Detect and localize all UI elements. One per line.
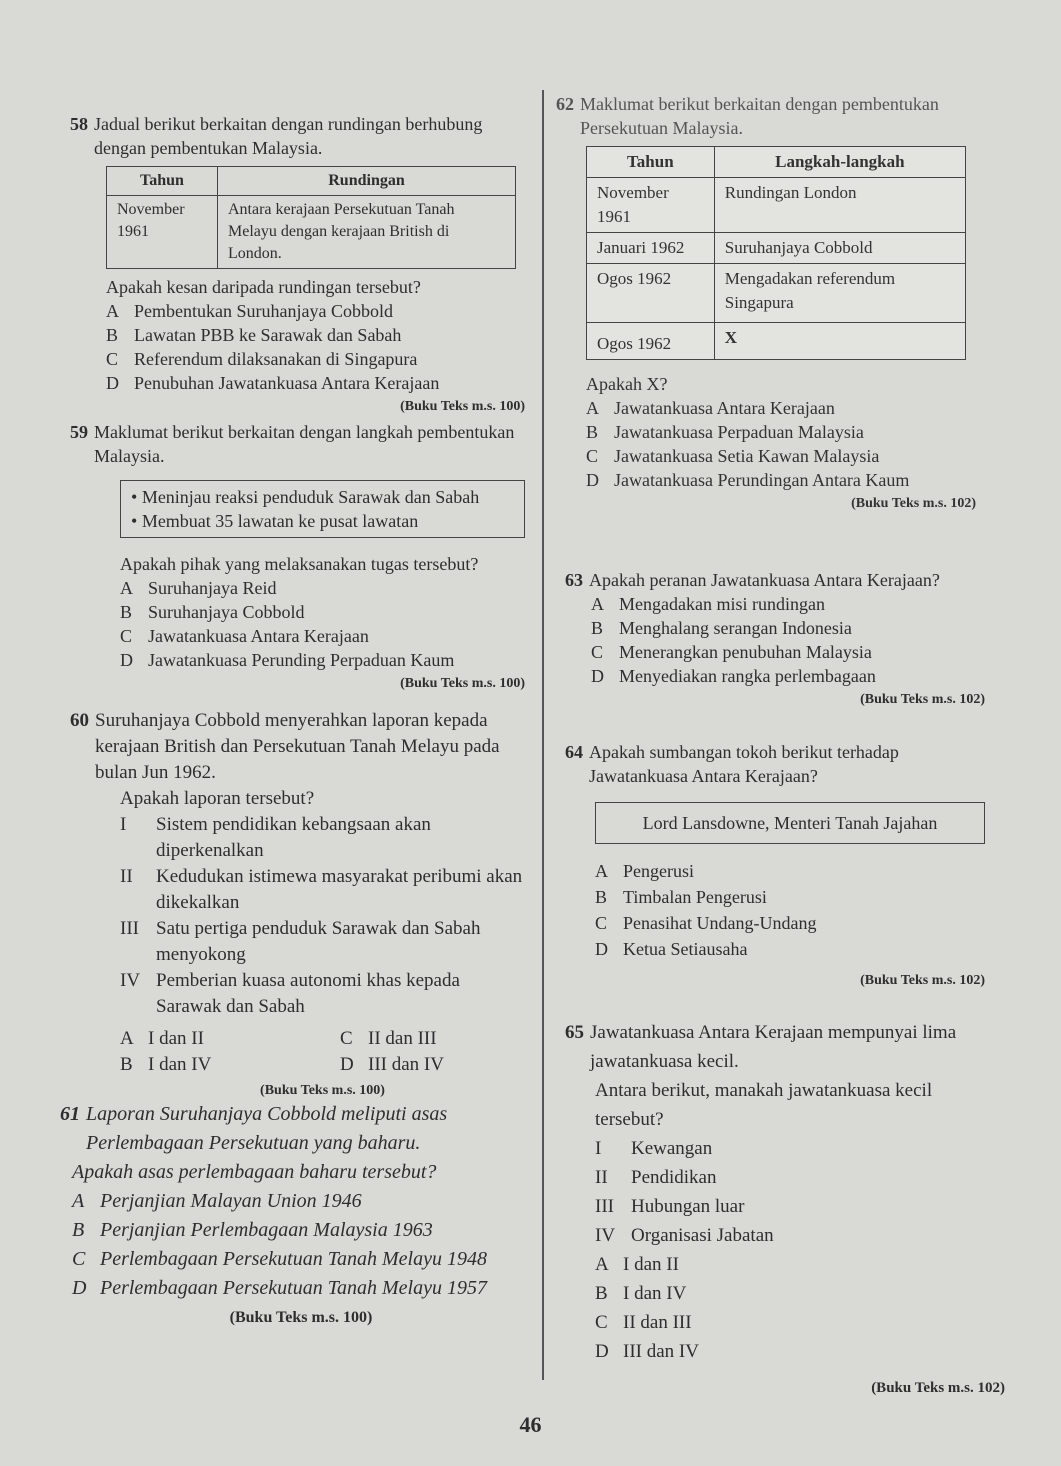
question-59 [70,420,525,696]
option-c[interactable] [591,640,985,664]
statement-text: Pendidikan [631,1167,717,1188]
statement-ii [595,1163,1005,1192]
option-text: II dan III [623,1312,692,1333]
option-letter: B [591,618,604,638]
page-number: 46 [519,1412,542,1437]
option-text: Jawatankuasa Antara Kerajaan [614,398,835,418]
option-text: Perlembagaan Persekutuan Tanah Melayu 1957 [100,1277,487,1299]
option-text: Menyediakan rangka perlembagaan [619,666,876,686]
option-text: Penasihat Undang-Undang [623,913,817,933]
option-d[interactable] [595,936,985,962]
question-number: 60 [70,710,89,731]
option-b[interactable] [591,616,985,640]
option-c[interactable] [595,1308,1005,1337]
table-cell: Rundingan London [714,178,965,233]
question-text: Apakah asas perlembagaan baharu tersebut? [72,1161,437,1183]
option-letter: C [595,1312,608,1333]
option-c[interactable] [595,910,985,936]
option-letter: C [120,626,133,646]
statement-text: Hubungan luar [631,1196,745,1217]
option-b[interactable] [72,1216,530,1245]
statement-text: Sistem pendidikan kebangsaan akan diperkenalkan [156,814,431,861]
option-letter: B [595,887,608,907]
table-cell: Mengadakan referendum Singapura [714,264,965,323]
question-60 [70,708,525,1104]
statement-iv [120,968,525,1020]
option-b[interactable] [586,420,976,444]
negotiation-table [106,166,516,269]
question-61 [60,1100,530,1332]
table-header: Langkah-langkah [714,147,965,178]
statement-label: IV [595,1225,616,1246]
option-text: Menghalang serangan Indonesia [619,618,852,638]
option-b[interactable] [595,884,985,910]
statement-text: Organisasi Jabatan [631,1225,774,1246]
statement-text: Kedudukan istimewa masyarakat peribumi akan dikekalkan [156,866,523,913]
question-64 [565,740,985,994]
option-d[interactable] [72,1274,530,1303]
option-text: III dan IV [623,1341,699,1362]
option-a[interactable] [106,299,525,323]
option-text: Perjanjian Perlembagaan Malaysia 1963 [100,1219,433,1241]
option-c[interactable] [106,347,525,371]
option-letter: B [120,602,133,622]
info-box [120,480,525,538]
option-text: Perlembagaan Persekutuan Tanah Melayu 1948 [100,1248,487,1270]
option-a[interactable] [586,396,976,420]
option-a[interactable] [72,1187,530,1216]
option-text: Pembentukan Suruhanjaya Cobbold [134,301,393,321]
source-reference: (Buku Teks m.s. 100) [229,1309,373,1326]
statement-label: II [120,866,133,887]
source-reference: (Buku Teks m.s. 102) [860,973,985,988]
option-letter: D [120,650,133,670]
option-letter: C [591,642,604,662]
option-text: I dan II [148,1028,204,1049]
option-letter: D [595,1341,609,1362]
option-b[interactable] [120,1052,340,1078]
source-reference: (Buku Teks m.s. 102) [871,1380,1005,1396]
option-a[interactable] [595,858,985,884]
option-a[interactable] [120,576,525,600]
option-letter: B [586,422,599,442]
question-number: 58 [70,114,88,134]
option-letter: C [106,349,119,369]
option-text: Jawatankuasa Perundingan Antara Kaum [614,470,910,490]
option-letter: B [595,1283,608,1304]
option-a[interactable] [595,1250,1005,1279]
source-reference: (Buku Teks m.s. 100) [400,676,525,691]
option-d[interactable] [586,468,976,492]
statement-label: III [595,1196,614,1217]
question-stem: Apakah sumbangan tokoh berikut terhadap Jawatankuasa Antara Kerajaan? [589,742,899,786]
question-number: 65 [565,1022,584,1043]
steps-table [586,146,966,360]
option-text: Referendum dilaksanakan di Singapura [134,349,418,369]
question-stem: Jadual berikut berkaitan dengan rundingan berhubung dengan pembentukan Malaysia. [94,114,483,158]
statement-ii [120,864,525,916]
question-stem: Maklumat berikut berkaitan dengan pembentukan Persekutuan Malaysia. [580,94,939,138]
option-text: Jawatankuasa Setia Kawan Malaysia [614,446,880,466]
option-text: Suruhanjaya Cobbold [148,602,305,622]
option-letter: A [120,578,133,598]
option-letter: D [106,373,119,393]
table-cell: November 1961 [587,178,715,233]
option-letter: A [586,398,599,418]
table-header: Tahun [107,167,218,196]
bullet-item: • Meninjau reaksi penduduk Sarawak dan Sabah [131,487,480,507]
question-text: Apakah kesan daripada rundingan tersebut? [106,277,421,297]
statement-label: IV [120,970,141,991]
option-letter: A [72,1190,85,1212]
option-letter: C [72,1248,86,1270]
question-63 [565,568,985,712]
option-letter: D [595,939,608,959]
option-text: Pengerusi [623,861,694,881]
source-reference: (Buku Teks m.s. 102) [851,496,976,511]
statement-iii [595,1192,1005,1221]
option-text: I dan IV [623,1283,687,1304]
option-text: Jawatankuasa Perunding Perpaduan Kaum [148,650,455,670]
question-stem: Suruhanjaya Cobbold menyerahkan laporan kepada kerajaan British dan Persekutuan Tanah Melayu pada bulan Jun 1962. [95,710,500,783]
option-text: II dan III [368,1028,437,1049]
statement-text: Pemberian kuasa autonomi khas kepada Sarawak dan Sabah [156,970,460,1017]
question-58 [70,112,525,419]
option-a[interactable] [591,592,985,616]
table-cell: Januari 1962 [587,233,715,264]
option-letter: B [72,1219,85,1241]
option-text: Penubuhan Jawatankuasa Antara Kerajaan [134,373,440,393]
question-65 [565,1018,1005,1403]
option-letter: C [340,1028,353,1049]
table-cell: Suruhanjaya Cobbold [714,233,965,264]
bullet-text: Meninjau reaksi penduduk Sarawak dan Sabah [141,487,480,507]
statement-i [120,812,525,864]
table-cell: November 1961 [107,196,218,269]
source-reference: (Buku Teks m.s. 102) [860,692,985,707]
option-letter: A [595,861,608,881]
table-header: Rundingan [218,167,516,196]
table-header: Tahun [587,147,715,178]
question-text: Apakah pihak yang melaksanakan tugas tersebut? [120,554,479,574]
option-text: I dan IV [148,1054,212,1075]
option-b[interactable] [106,323,525,347]
option-letter: D [591,666,604,686]
option-text: Menerangkan penubuhan Malaysia [619,642,872,662]
bullet-item: • Membuat 35 lawatan ke pusat lawatan [131,511,419,531]
statement-i [595,1134,1005,1163]
option-letter: A [595,1254,609,1275]
option-letter: B [106,325,119,345]
question-text: Antara berikut, manakah jawatankuasa kecil tersebut? [595,1080,933,1130]
option-letter: A [591,594,604,614]
table-cell: Ogos 1962 [587,264,715,323]
statement-iii [120,916,525,968]
statement-label: III [120,918,139,939]
option-letter: D [340,1054,354,1075]
option-b[interactable] [120,600,525,624]
question-text: Apakah laporan tersebut? [120,788,315,809]
option-a[interactable] [120,1026,340,1052]
question-stem: Jawatankuasa Antara Kerajaan mempunyai lima jawatankuasa kecil. [590,1022,957,1072]
option-c[interactable] [120,624,525,648]
option-letter: C [595,913,608,933]
statement-label: I [595,1138,602,1159]
option-b[interactable] [595,1279,1005,1308]
question-stem: Apakah peranan Jawatankuasa Antara Kerajaan? [589,570,940,590]
question-stem: Maklumat berikut berkaitan dengan langkah pembentukan Malaysia. [94,422,515,466]
column-divider [542,90,544,1380]
option-letter: B [120,1054,133,1075]
question-number: 61 [60,1103,80,1125]
statement-label: I [120,814,127,835]
info-box: Lord Lansdowne, Menteri Tanah Jajahan [595,802,985,844]
option-c[interactable] [586,444,976,468]
option-text: Jawatankuasa Perpaduan Malaysia [614,422,864,442]
option-text: III dan IV [368,1054,444,1075]
option-text: Lawatan PBB ke Sarawak dan Sabah [134,325,402,345]
option-letter: A [120,1028,134,1049]
option-letter: D [586,470,599,490]
source-reference: (Buku Teks m.s. 100) [260,1083,385,1098]
option-text: Mengadakan misi rundingan [619,594,825,614]
question-number: 62 [556,94,574,114]
option-d[interactable] [591,664,985,688]
question-stem: Laporan Suruhanjaya Cobbold meliputi asas Perlembagaan Persekutuan yang baharu. [86,1103,448,1154]
option-d[interactable] [595,1337,1005,1366]
option-text: Perjanjian Malayan Union 1946 [100,1190,362,1212]
question-number: 63 [565,570,583,590]
option-text: Jawatankuasa Antara Kerajaan [148,626,369,646]
option-c[interactable] [340,1026,540,1052]
table-cell: X [714,323,965,360]
statement-iv [595,1221,1005,1250]
statement-text: Satu pertiga penduduk Sarawak dan Sabah menyokong [156,918,481,965]
question-number: 64 [565,742,583,762]
option-letter: C [586,446,599,466]
option-d[interactable] [120,648,525,672]
statement-label: II [595,1167,608,1188]
question-62 [556,92,976,516]
option-text: Suruhanjaya Reid [148,578,277,598]
option-d[interactable] [340,1052,540,1078]
option-text: Timbalan Pengerusi [623,887,767,907]
source-reference: (Buku Teks m.s. 100) [400,399,525,414]
statement-text: Kewangan [631,1138,713,1159]
option-c[interactable] [72,1245,530,1274]
option-text: Ketua Setiausaha [623,939,748,959]
question-number: 59 [70,422,88,442]
option-letter: D [72,1277,87,1299]
table-cell: Antara kerajaan Persekutuan Tanah Melayu dengan kerajaan British di London. [218,196,516,269]
option-letter: A [106,301,119,321]
bullet-text: Membuat 35 lawatan ke pusat lawatan [141,511,419,531]
option-d[interactable] [106,371,525,395]
question-text: Apakah X? [586,374,668,394]
option-text: I dan II [623,1254,679,1275]
table-cell: Ogos 1962 [587,323,715,360]
